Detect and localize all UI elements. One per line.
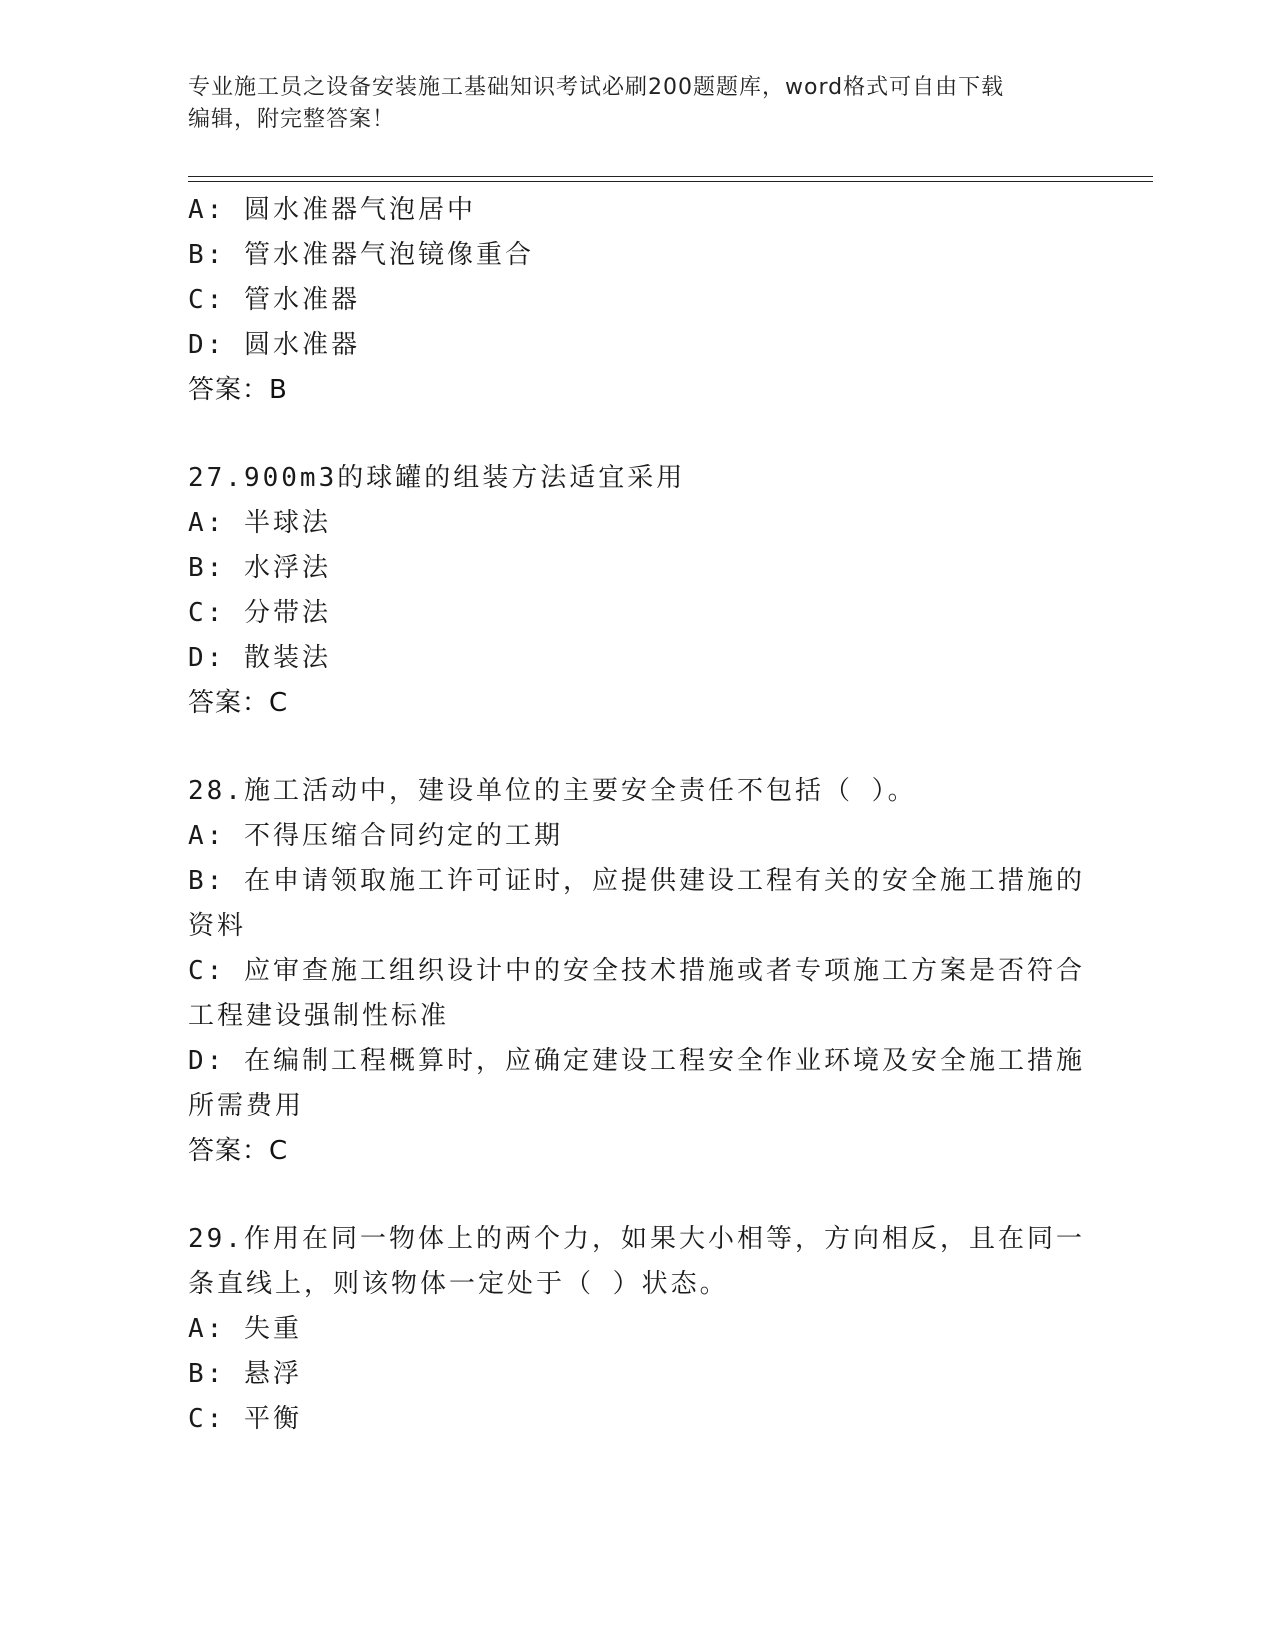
q28-option-a: A: 不得压缩合同约定的工期 [188, 821, 563, 851]
q29-option-a: A: 失重 [188, 1314, 302, 1344]
q28-option-b-line-1: B: 在申请领取施工许可证时，应提供建设工程有关的安全施工措施的 [188, 866, 1085, 896]
q26-option-d: D: 圆水准器 [188, 330, 360, 360]
header-line-2: 编辑，附完整答案！ [188, 107, 396, 132]
q28-option-c-line-1: C: 应审查施工组织设计中的安全技术措施或者专项施工方案是否符合 [188, 956, 1085, 986]
q27-option-c: C: 分带法 [188, 598, 331, 628]
header-line-1: 专业施工员之设备安装施工基础知识考试必刷200题题库，word格式可自由下载 [188, 75, 1005, 100]
q27-option-d: D: 散装法 [188, 643, 331, 673]
q27-question: 27.900m3的球罐的组装方法适宜采用 [188, 463, 686, 493]
q29-option-c: C: 平衡 [188, 1404, 302, 1434]
header-divider-top [188, 176, 1153, 177]
q28-option-d-line-2: 所需费用 [188, 1091, 305, 1121]
q28-answer: 答案：C [188, 1136, 289, 1166]
q29-option-b: B: 悬浮 [188, 1359, 302, 1389]
q27-option-b: B: 水浮法 [188, 553, 331, 583]
q27-answer: 答案：C [188, 688, 289, 718]
document-header [188, 72, 1068, 136]
q26-answer: 答案：B [188, 375, 288, 405]
q28-question: 28.施工活动中，建设单位的主要安全责任不包括（ ）。 [188, 776, 917, 806]
q29-question-line-2: 条直线上，则该物体一定处于（ ）状态。 [188, 1269, 729, 1299]
q27-option-a: A: 半球法 [188, 508, 331, 538]
q26-option-c: C: 管水准器 [188, 285, 360, 315]
q28-option-d-line-1: D: 在编制工程概算时，应确定建设工程安全作业环境及安全施工措施 [188, 1046, 1085, 1076]
header-divider-bottom [188, 181, 1153, 182]
q29-question-line-1: 29.作用在同一物体上的两个力，如果大小相等，方向相反，且在同一 [188, 1224, 1085, 1254]
q26-option-b: B: 管水准器气泡镜像重合 [188, 240, 534, 270]
q28-option-c-line-2: 工程建设强制性标准 [188, 1001, 450, 1031]
q26-option-a: A: 圆水准器气泡居中 [188, 195, 476, 225]
q28-option-b-line-2: 资料 [188, 911, 247, 941]
